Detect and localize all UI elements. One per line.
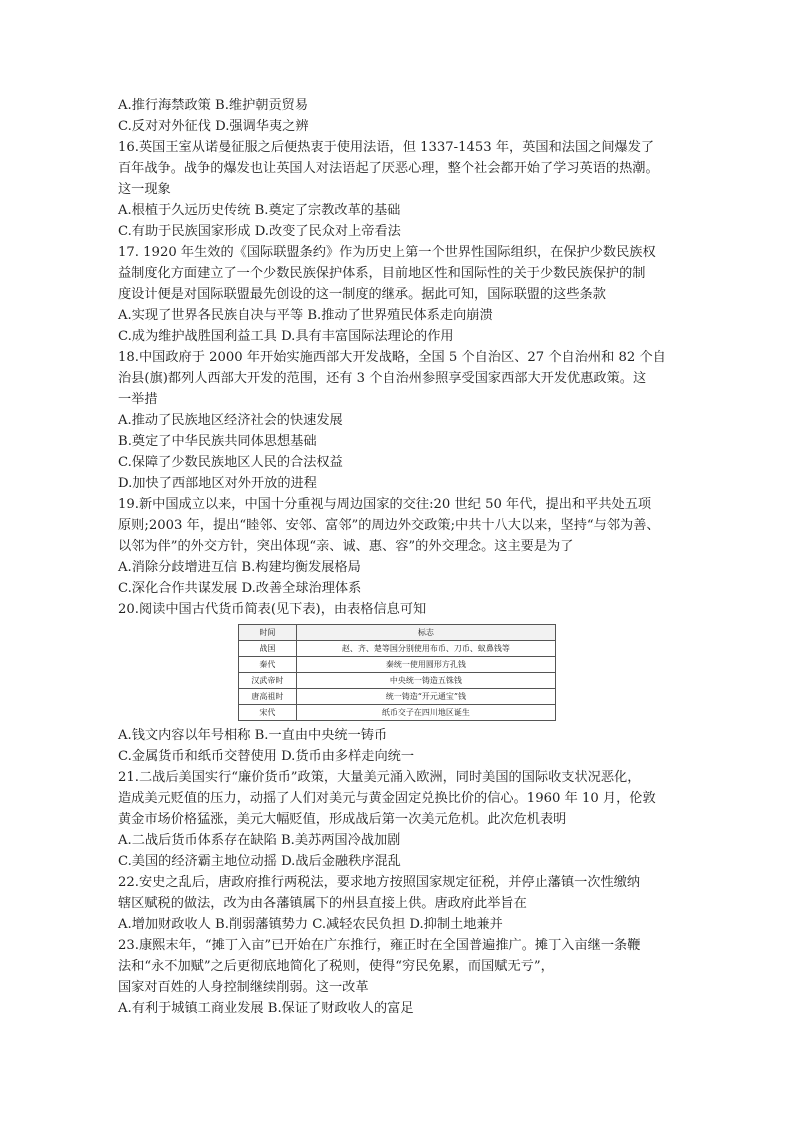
text-line: A.根植于久远历史传统 B.奠定了宗教改革的基础 — [118, 203, 401, 218]
text-line: 21.二战后美国实行“廉价货币”政策，大量美元涌入欧洲，同时美国的国际收支状况恶化， — [118, 770, 641, 785]
text-line: A.消除分歧增进互信 B.构建均衡发展格局 — [118, 560, 361, 575]
table-cell: 唐高祖时 — [239, 689, 297, 705]
table-cell: 中央统一铸造五铢钱 — [296, 673, 555, 689]
text-line: 19.新中国成立以来，中国十分重视与周边国家的交往:20 世纪 50 年代，提出和平共处五项 — [118, 497, 652, 512]
text-line: D.加快了西部地区对外开放的进程 — [118, 476, 317, 491]
table-row — [239, 673, 556, 689]
text-line: 治县(旗)都列人西部大开发的范围，还有 3 个自治州参照享受国家西部大开发优惠政策。这 — [118, 371, 647, 386]
text-line: 法和“永不加赋”之后更彻底地简化了税则，使得“穷民免累，而国赋无亏”， — [118, 959, 554, 974]
text-line: C.美国的经济霸主地位动摇 D.战后金融秩序混乱 — [118, 854, 401, 869]
text-line: 造成美元贬值的压力，动摇了人们对美元与黄金固定兑换比价的信心。1960 年 10 月，伦敦 — [118, 791, 656, 806]
text-line: C.保障了少数民族地区人民的合法权益 — [118, 455, 343, 470]
text-line: A.增加财政收人 B.削弱藩镇势力 C.减轻农民负担 D.抑制土地兼并 — [118, 917, 503, 932]
text-line: 这一现象 — [118, 182, 171, 197]
text-line: 国家对百姓的人身控制继续削弱。这一改革 — [118, 980, 369, 995]
table-cell: 战国 — [239, 641, 297, 657]
question-block-20-23 — [118, 725, 678, 1019]
text-line: 度设计便是对国际联盟最先创设的这一制度的继承。据此可知，国际联盟的这些条款 — [118, 287, 606, 302]
text-line: 17. 1920 年生效的《国际联盟条约》作为历史上第一个世界性国际组织，在保护少数民族权 — [118, 245, 656, 260]
table-cell: 赵、齐、楚等国分别使用布币、刀币、蚁鼻钱等 — [296, 641, 555, 657]
text-line: B.奠定了中华民族共同体思想基础 — [118, 434, 317, 449]
text-line: 黄金市场价格猛涨，美元大幅贬值，形成战后第一次美元危机。此次危机表明 — [118, 812, 567, 827]
text-line: A.有利于城镇工商业发展 B.保证了财政收人的富足 — [118, 1001, 414, 1016]
exam-page — [118, 95, 678, 1019]
table-cell: 秦统一使用圆形方孔钱 — [296, 657, 555, 673]
text-line: C.深化合作共谋发展 D.改善全球治理体系 — [118, 581, 362, 596]
table-header-mark: 标志 — [296, 625, 555, 641]
currency-table-wrapper — [238, 624, 556, 721]
text-line: A.二战后货币体系存在缺陷 B.美苏两国冷战加剧 — [118, 833, 401, 848]
text-line: 16.英国王室从诺曼征服之后便热衷于使用法语，但 1337-1453 年，英国和法国之间爆发了 — [118, 140, 655, 155]
text-line: 以邻为伴”的外交方针，突出体现“亲、诚、惠、容”的外交理念。这主要是为了 — [118, 539, 574, 554]
table-row — [239, 657, 556, 673]
text-line: 20.阅读中国古代货币简表(见下表)，由表格信息可知 — [118, 602, 427, 617]
question-block-15-20 — [118, 95, 678, 620]
table-cell: 秦代 — [239, 657, 297, 673]
table-header-time: 时间 — [239, 625, 297, 641]
text-line: 22.安史之乱后，唐政府推行两税法，要求地方按照国家规定征税，并停止藩镇一次性缴纳 — [118, 875, 641, 890]
currency-table — [238, 624, 556, 721]
table-header-row — [239, 625, 556, 641]
text-line: A.钱文内容以年号相称 B.一直由中央统一铸币 — [118, 728, 388, 743]
table-row — [239, 689, 556, 705]
table-cell: 纸币交子在四川地区诞生 — [296, 705, 555, 721]
text-line: A.实现了世界各民族自决与平等 B.推动了世界殖民体系走向崩溃 — [118, 308, 493, 323]
text-line: 百年战争。战争的爆发也让英国人对法语起了厌恶心理，整个社会都开始了学习英语的热潮。 — [118, 161, 659, 176]
table-row — [239, 705, 556, 721]
table-cell: 汉武帝时 — [239, 673, 297, 689]
text-line: C.成为维护战胜国利益工具 D.具有丰富国际法理论的作用 — [118, 329, 454, 344]
text-line: 益制度化方面建立了一个少数民族保护体系，目前地区性和国际性的关于少数民族保护的制 — [118, 266, 646, 281]
text-line: 一举措 — [118, 392, 158, 407]
text-line: 18.中国政府于 2000 年开始实施西部大开发战略，全国 5 个自治区、27 个自治州和 82 个自 — [118, 350, 666, 365]
text-line: 原则;2003 年，提出“睦邻、安邻、富邻”的周边外交政策;中共十八大以来，坚持“与邻为善、 — [118, 518, 660, 533]
text-line: 辖区赋税的做法，改为由各藩镇属下的州县直接上供。唐政府此举旨在 — [118, 896, 527, 911]
text-line: C.反对对外征伐 D.强调华夷之辨 — [118, 119, 309, 134]
table-cell: 宋代 — [239, 705, 297, 721]
text-line: C.金属货币和纸币交替使用 D.货币由多样走向统一 — [118, 749, 415, 764]
text-line: C.有助于民族国家形成 D.改变了民众对上帝看法 — [118, 224, 401, 239]
table-row — [239, 641, 556, 657]
text-line: A.推动了民族地区经济社会的快速发展 — [118, 413, 343, 428]
text-line: A.推行海禁政策 B.维护朝贡贸易 — [118, 98, 309, 113]
text-line: 23.康熙末年，“摊丁入亩”已开始在广东推行，雍正时在全国普遍推广。摊丁入亩继一条鞭 — [118, 938, 641, 953]
table-cell: 统一铸造“开元通宝”钱 — [296, 689, 555, 705]
